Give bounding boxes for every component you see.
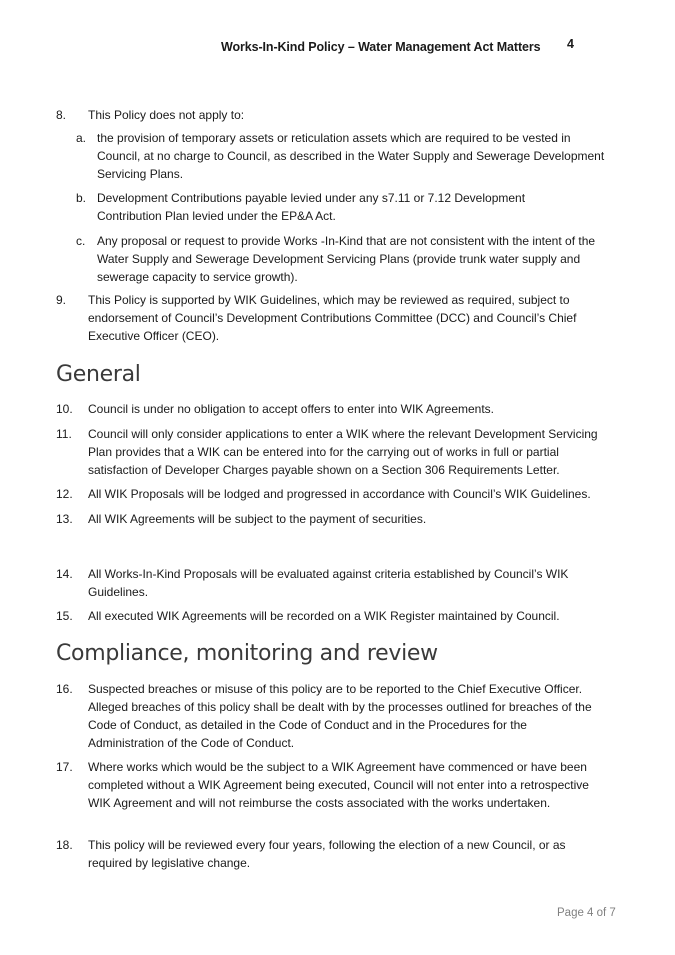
item-number: 15. (56, 609, 73, 623)
document-title: Works-In-Kind Policy – Water Management Act Matters (221, 40, 541, 54)
item-number: 18. (56, 838, 73, 852)
item-text: All Works-In-Kind Proposals will be evaluated against criteria established by Council’s WIK Guidelines. (88, 567, 569, 599)
item-number: 9. (56, 293, 67, 307)
item-text: All WIK Agreements will be subject to the payment of securities. (88, 512, 427, 526)
item-letter: a. (76, 131, 87, 145)
item-text: Suspected breaches or misuse of this policy are to be reported to the Chief Executive Officer. Alleged breaches of this policy shall be dealt with by the processes outlined for breaches of the Code of Conduct, as detailed in the Code of Conduct and in the Procedures for the Administration of the Code of Conduct. (88, 682, 592, 750)
item-letter: b. (76, 191, 87, 205)
item-number: 10. (56, 402, 73, 416)
item-number: 17. (56, 760, 73, 774)
item-text: Development Contributions payable levied under any s7.11 or 7.12 Development Contribution Plan levied under the EP&A Act. (97, 191, 526, 223)
item-text: Council will only consider applications to enter a WIK where the relevant Development Servicing Plan provides that a WIK can be entered into for the carrying out of works in full or partial satisfaction of Developer Charges payable shown on a Section 306 Requirements Letter. (88, 427, 598, 477)
item-text: All WIK Proposals will be lodged and progressed in accordance with Council’s WIK Guidelines. (88, 487, 591, 501)
section-heading-general: General (56, 362, 141, 387)
section-heading-compliance: Compliance, monitoring and review (56, 641, 438, 666)
item-text: This Policy is supported by WIK Guidelines, which may be reviewed as required, subject to endorsement of Council’s Development Contributions Committee (DCC) and Council’s Chief Executive Officer (CEO). (88, 293, 577, 343)
header-page-number: 4 (567, 37, 574, 51)
item-text: All executed WIK Agreements will be recorded on a WIK Register maintained by Council. (88, 609, 560, 623)
item-text: Any proposal or request to provide Works -In-Kind that are not consistent with the intent of the Water Supply and Sewerage Development Servicing Plans (provide trunk water supply and sewerage capacity to service growth). (97, 234, 596, 284)
item-text: This Policy does not apply to: (88, 108, 245, 122)
item-text: the provision of temporary assets or reticulation assets which are required to be vested in Council, at no charge to Council, as described in the Water Supply and Sewerage Development Servicing Plans. (97, 131, 605, 181)
item-number: 16. (56, 682, 73, 696)
item-letter: c. (76, 234, 86, 248)
item-text: This policy will be reviewed every four years, following the election of a new Council, or as required by legislative change. (88, 838, 566, 870)
item-text: Where works which would be the subject to a WIK Agreement have commenced or have been completed without a WIK Agreement being executed, Council will not enter into a retrospective WIK Agreement and will not reimburse the costs associated with the works undertaken. (88, 760, 589, 810)
item-number: 13. (56, 512, 73, 526)
item-number: 8. (56, 108, 67, 122)
page-footer-number: Page 4 of 7 (557, 907, 616, 919)
item-number: 12. (56, 487, 73, 501)
item-number: 14. (56, 567, 73, 581)
item-number: 11. (56, 427, 72, 441)
item-text: Council is under no obligation to accept offers to enter into WIK Agreements. (88, 402, 495, 416)
